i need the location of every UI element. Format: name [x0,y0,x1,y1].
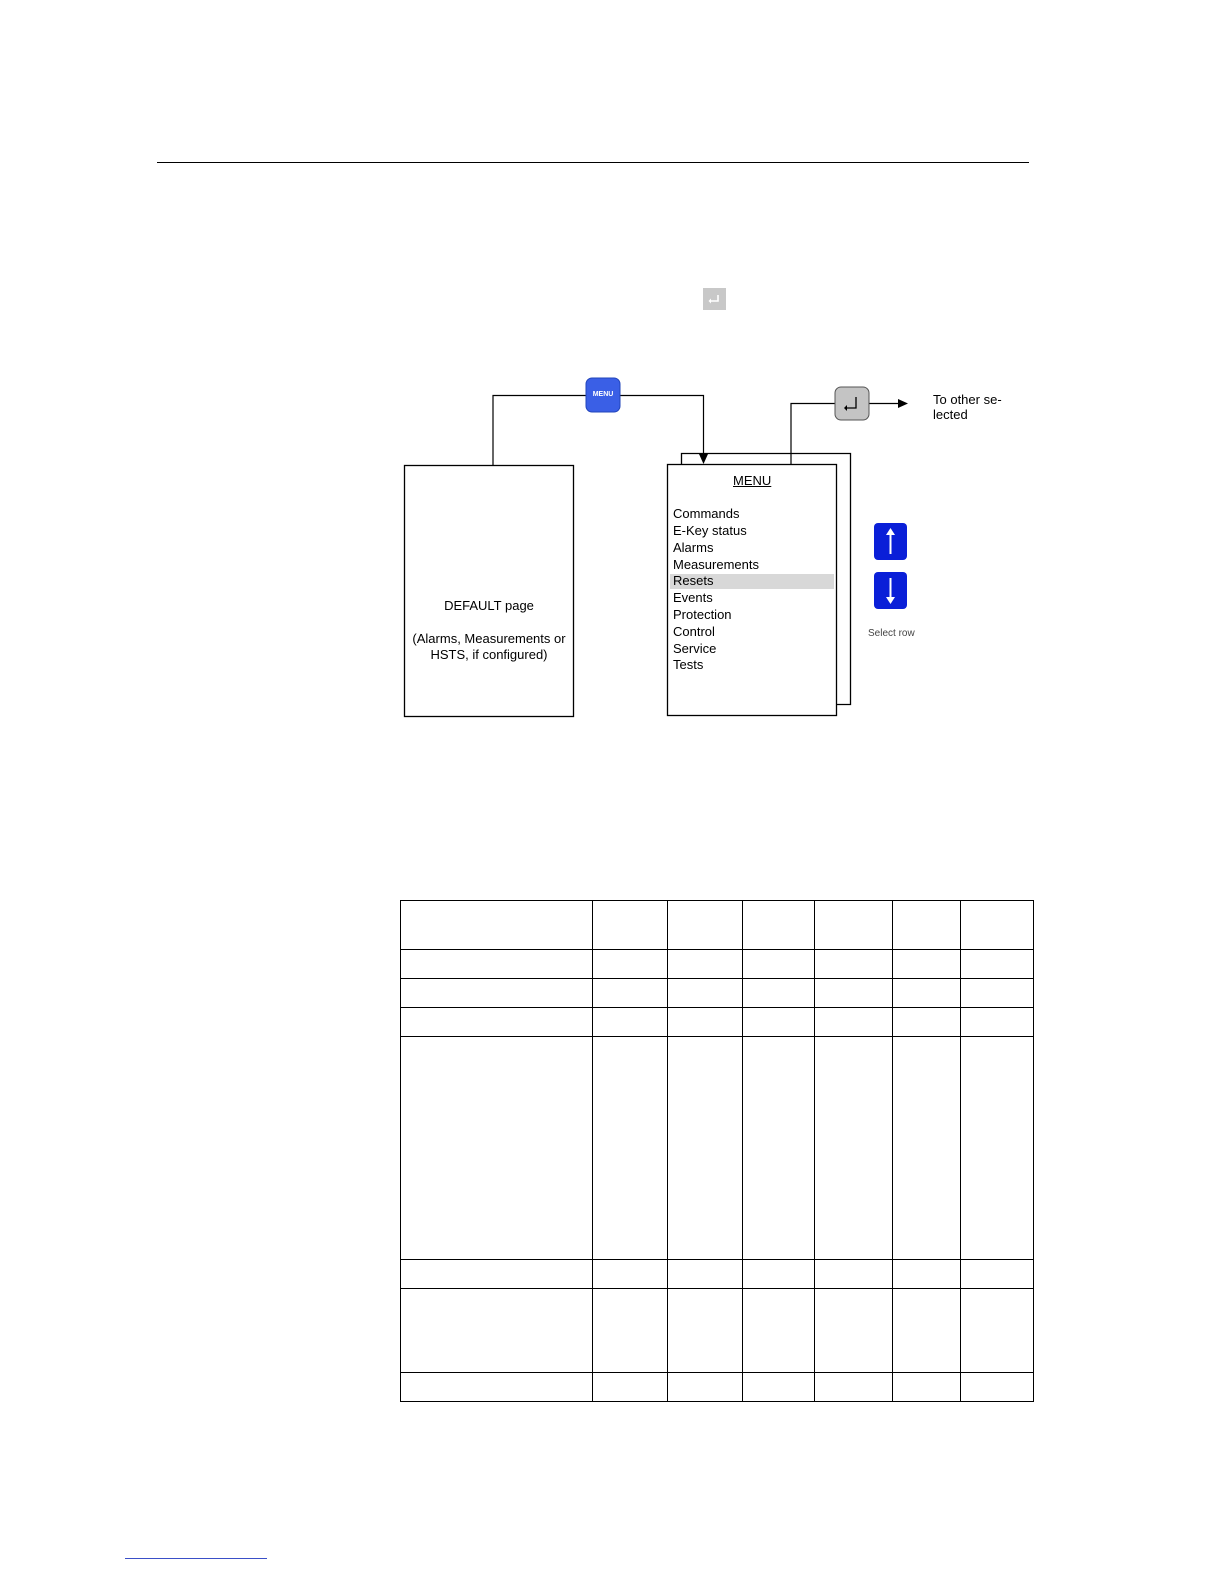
menu-to-panel-arrowhead [699,454,708,464]
table-row [401,950,1034,979]
menu-item-alarms[interactable]: Alarms [673,540,714,555]
menu-item-e-key-status[interactable]: E-Key status [673,523,747,538]
table-row [401,1289,1034,1373]
menu-to-panel-line [620,396,704,457]
enter-note-line1: To other se- [933,392,1002,407]
default-page-box [405,466,574,717]
menu-button-label[interactable]: MENU [592,391,614,398]
footer-link-underline [125,1558,267,1559]
default-page-title: DEFAULT page [444,598,534,613]
default-page-subtitle-line2: HSTS, if configured) [430,647,548,662]
select-row-label: Select row [868,628,915,639]
menu-item-control[interactable]: Control [673,624,715,639]
menu-item-protection[interactable]: Protection [673,607,732,622]
enter-note-line2: lected [933,407,968,422]
menu-item-resets[interactable]: Resets [673,573,714,588]
table-row [401,1260,1034,1289]
table-row [401,1373,1034,1402]
menu-panel-title: MENU [733,473,772,488]
default-to-menu-line [493,396,586,466]
table-row [401,1037,1034,1260]
enter-button [835,387,869,420]
default-page-subtitle-line1: (Alarms, Measurements or [412,631,566,646]
menu-item-service[interactable]: Service [673,641,717,656]
table-row [401,1008,1034,1037]
enter-to-note-arrowhead [898,399,908,408]
menu-item-commands[interactable]: Commands [673,506,740,521]
empty-table [400,900,1034,1402]
menu-item-tests[interactable]: Tests [673,657,704,672]
panel-to-enter-line [791,404,835,465]
menu-item-measurements[interactable]: Measurements [673,557,759,572]
table-row [401,979,1034,1008]
table-row [401,901,1034,950]
menu-item-events[interactable]: Events [673,590,713,605]
